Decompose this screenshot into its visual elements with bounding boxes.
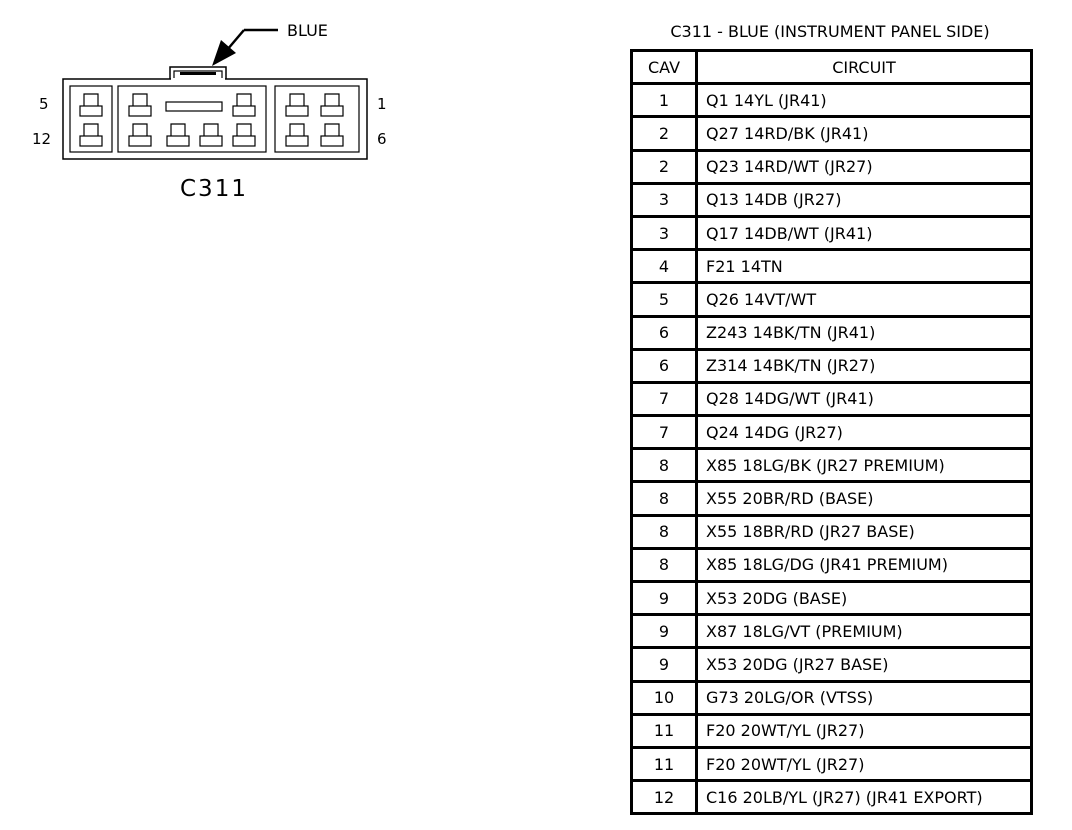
circuit-cell: F20 20WT/YL (JR27) — [697, 714, 1032, 747]
circuit-cell: X85 18LG/DG (JR41 PREMIUM) — [697, 548, 1032, 581]
table-row — [632, 648, 1032, 681]
cav-cell: 2 — [632, 117, 697, 150]
circuit-cell: Q24 14DG (JR27) — [697, 416, 1032, 449]
table-row — [632, 615, 1032, 648]
circuit-cell: G73 20LG/OR (VTSS) — [697, 681, 1032, 714]
cav-cell: 8 — [632, 482, 697, 515]
cav-cell: 9 — [632, 582, 697, 615]
circuit-cell: X85 18LG/BK (JR27 PREMIUM) — [697, 449, 1032, 482]
circuit-cell: Q23 14RD/WT (JR27) — [697, 150, 1032, 183]
circuit-cell: X87 18LG/VT (PREMIUM) — [697, 615, 1032, 648]
pinout-table — [630, 49, 1033, 815]
table-row — [632, 283, 1032, 316]
circuit-cell: F20 20WT/YL (JR27) — [697, 747, 1032, 780]
circuit-cell: F21 14TN — [697, 250, 1032, 283]
table-row — [632, 681, 1032, 714]
header-cav: CAV — [632, 51, 697, 84]
table-row — [632, 714, 1032, 747]
cav-cell: 7 — [632, 416, 697, 449]
cav-cell: 8 — [632, 548, 697, 581]
table-row — [632, 548, 1032, 581]
cav-cell: 9 — [632, 648, 697, 681]
table-row — [632, 117, 1032, 150]
table-row — [632, 416, 1032, 449]
table-title: C311 - BLUE (INSTRUMENT PANEL SIDE) — [670, 22, 990, 41]
table-header-row — [632, 51, 1032, 84]
table-row — [632, 150, 1032, 183]
circuit-cell: X53 20DG (BASE) — [697, 582, 1032, 615]
cav-cell: 3 — [632, 216, 697, 249]
header-circuit: CIRCUIT — [697, 51, 1032, 84]
circuit-cell: Z243 14BK/TN (JR41) — [697, 316, 1032, 349]
table-row — [632, 216, 1032, 249]
table-row — [632, 482, 1032, 515]
pin-number-top-left: 5 — [39, 95, 49, 113]
cav-cell: 4 — [632, 250, 697, 283]
cav-cell: 6 — [632, 316, 697, 349]
connector-diagram — [0, 0, 420, 230]
cav-cell: 9 — [632, 615, 697, 648]
circuit-cell: Q13 14DB (JR27) — [697, 183, 1032, 216]
circuit-cell: X55 20BR/RD (BASE) — [697, 482, 1032, 515]
table-row — [632, 781, 1032, 814]
table-row — [632, 515, 1032, 548]
circuit-cell: C16 20LB/YL (JR27) (JR41 EXPORT) — [697, 781, 1032, 814]
color-callout-arrow — [212, 30, 278, 66]
cav-cell: 8 — [632, 449, 697, 482]
cav-cell: 7 — [632, 382, 697, 415]
table-body — [632, 84, 1032, 814]
table-row — [632, 382, 1032, 415]
pin-number-top-right: 1 — [377, 95, 387, 113]
cav-cell: 11 — [632, 714, 697, 747]
circuit-cell: Q28 14DG/WT (JR41) — [697, 382, 1032, 415]
cav-cell: 10 — [632, 681, 697, 714]
circuit-cell: X53 20DG (JR27 BASE) — [697, 648, 1032, 681]
table-row — [632, 582, 1032, 615]
connector-key — [166, 102, 222, 111]
table-row — [632, 349, 1032, 382]
table-row — [632, 84, 1032, 117]
table-row — [632, 747, 1032, 780]
circuit-cell: X55 18BR/RD (JR27 BASE) — [697, 515, 1032, 548]
circuit-cell: Q17 14DB/WT (JR41) — [697, 216, 1032, 249]
table-row — [632, 183, 1032, 216]
pin-number-bottom-right: 6 — [377, 130, 387, 148]
cav-cell: 2 — [632, 150, 697, 183]
cav-cell: 6 — [632, 349, 697, 382]
cav-cell: 11 — [632, 747, 697, 780]
connector-label: C311 — [180, 176, 248, 202]
circuit-cell: Q1 14YL (JR41) — [697, 84, 1032, 117]
table-row — [632, 316, 1032, 349]
cav-cell: 1 — [632, 84, 697, 117]
cav-cell: 8 — [632, 515, 697, 548]
circuit-cell: Q27 14RD/BK (JR41) — [697, 117, 1032, 150]
circuit-cell: Q26 14VT/WT — [697, 283, 1032, 316]
cav-cell: 5 — [632, 283, 697, 316]
circuit-cell: Z314 14BK/TN (JR27) — [697, 349, 1032, 382]
color-callout-label: BLUE — [287, 21, 328, 40]
cav-cell: 12 — [632, 781, 697, 814]
table-row — [632, 250, 1032, 283]
table-row — [632, 449, 1032, 482]
cav-cell: 3 — [632, 183, 697, 216]
pin-number-bottom-left: 12 — [32, 130, 52, 148]
